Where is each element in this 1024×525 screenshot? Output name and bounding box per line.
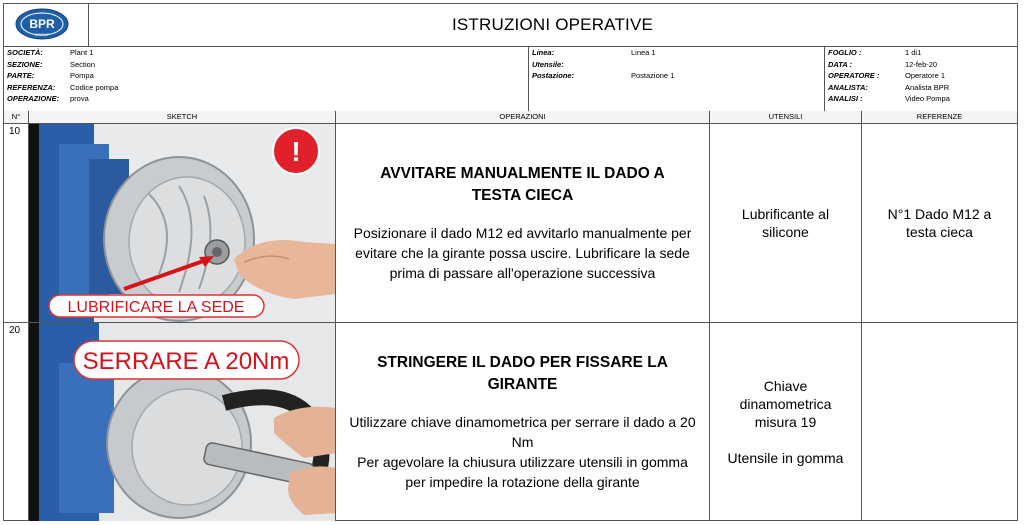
tool-item: Lubrificante al silicone — [741, 206, 830, 240]
meta-value: Linea 1 — [631, 48, 656, 57]
meta-label: OPERAZIONE: — [7, 94, 60, 103]
meta-label: REFERENZA: — [7, 82, 56, 92]
meta-value: prova — [70, 94, 89, 103]
col-header-references: REFERENZE — [916, 112, 963, 121]
col-header-tools: UTENSILI — [710, 111, 862, 123]
col-header-number: N° — [4, 111, 29, 123]
page-title: ISTRUZIONI OPERATIVE — [451, 15, 654, 34]
col-header-operations: OPERAZIONI — [336, 111, 710, 123]
meta-label: SOCIETÀ: — [7, 48, 43, 57]
meta-row — [825, 82, 1017, 94]
meta-value: 12-feb-20 — [905, 59, 938, 69]
logo-text: BPR — [29, 17, 55, 31]
logo-cell — [4, 4, 89, 46]
meta-row — [825, 59, 1017, 71]
meta-label: FOGLIO : — [828, 48, 862, 57]
operation-description: Utilizzare chiave dinamometrica per serrare il dado a 20 Nm Per agevolare la chiusura utilizzare utensili in gomma per impedire la rotazione della girante — [349, 414, 696, 490]
step-row — [4, 323, 1017, 521]
meta-row — [4, 47, 528, 59]
references-cell — [862, 124, 1017, 322]
meta-label: SEZIONE: — [7, 59, 43, 69]
meta-row — [4, 93, 528, 105]
svg-text:!: ! — [291, 136, 301, 167]
instruction-sheet — [3, 3, 1018, 521]
meta-label: DATA : — [828, 59, 853, 69]
meta-col-1 — [4, 47, 529, 111]
meta-value: Section — [70, 59, 96, 69]
meta-row — [825, 93, 1017, 105]
meta-row — [4, 70, 528, 82]
references-cell — [862, 323, 1017, 521]
meta-row — [825, 47, 1017, 59]
operation-description: Posizionare il dado M12 ed avvitarlo manualmente per evitare che la girante possa uscire. Lubrificare la sede prima di passare all'operazione successiva — [353, 225, 692, 281]
step-row — [4, 124, 1017, 323]
meta-row — [529, 59, 824, 71]
column-header-row — [4, 111, 1017, 124]
meta-value: Analista BPR — [905, 82, 950, 92]
tool-item: Chiave dinamometrica misura 19 — [739, 378, 832, 430]
meta-value: 1 di1 — [905, 48, 922, 57]
meta-label: Postazione: — [532, 71, 575, 80]
sketch-image — [29, 124, 336, 322]
meta-col-3 — [825, 47, 1017, 111]
col-header-sketch: SKETCH — [29, 111, 336, 123]
operation-title: AVVITARE MANUALMENTE IL DADO A TESTA CIECA — [380, 165, 665, 204]
operation-cell — [336, 323, 710, 521]
operation-title: STRINGERE IL DADO PER FISSARE LA GIRANTE — [377, 354, 668, 393]
meta-label: ANALISI : — [828, 94, 863, 103]
meta-value: Plant 1 — [70, 48, 94, 57]
meta-info — [4, 47, 1017, 112]
meta-row — [4, 82, 528, 94]
meta-label: ANALISTA: — [828, 82, 868, 92]
operation-cell — [336, 124, 710, 322]
step-number: 20 — [4, 323, 29, 521]
step-number: 10 — [4, 124, 29, 322]
logo-subtext: GROUP — [34, 32, 50, 37]
warning-icon — [273, 128, 319, 174]
meta-label: PARTE: — [7, 71, 35, 80]
meta-label: OPERATORE : — [828, 71, 880, 80]
sketch-image — [29, 323, 336, 521]
meta-label: Linea: — [532, 48, 555, 57]
sheet-header — [4, 4, 1017, 47]
meta-label: Utensile: — [532, 59, 564, 69]
meta-value: Postazione 1 — [631, 71, 675, 80]
tools-cell — [710, 124, 862, 322]
meta-value: Codice pompa — [70, 82, 119, 92]
meta-row — [4, 59, 528, 71]
meta-value: Video Pompa — [905, 94, 950, 103]
tool-item: Utensile in gomma — [727, 450, 844, 466]
meta-row — [825, 70, 1017, 82]
meta-row — [529, 70, 824, 82]
meta-row — [529, 47, 824, 59]
sketch-caption: SERRARE A 20Nm — [82, 348, 290, 375]
sketch-caption: LUBRIFICARE LA SEDE — [67, 299, 245, 316]
meta-value: Pompa — [70, 71, 94, 80]
meta-col-2 — [529, 47, 825, 111]
bpr-logo — [4, 4, 88, 46]
reference-text: N°1 Dado M12 a testa cieca — [887, 206, 992, 240]
meta-value: Operatore 1 — [905, 71, 946, 80]
tools-cell — [710, 323, 862, 521]
